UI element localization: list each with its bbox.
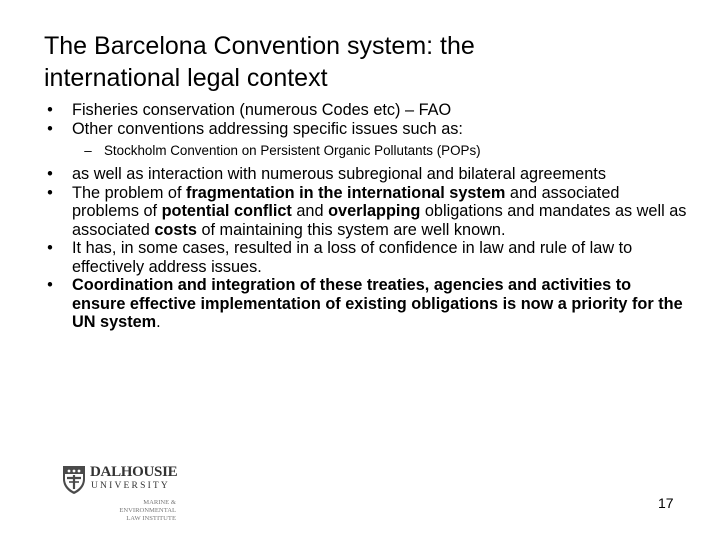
bullet-text	[72, 184, 688, 240]
bullet-item-1	[28, 101, 688, 120]
bullet-item-3	[28, 165, 688, 184]
slide-title-line1: The Barcelona Convention system: the	[44, 32, 475, 60]
sub-bullet-marker: –	[84, 143, 92, 158]
logo-institute-line2: ENVIRONMENTAL	[119, 507, 176, 514]
bullet-marker: •	[47, 119, 53, 138]
text-run: obligations and mandates as well as associated	[72, 202, 687, 239]
logo-institute-line1: MARINE &	[143, 499, 176, 506]
dalhousie-logo	[62, 462, 182, 522]
bullet-marker: •	[47, 165, 53, 183]
emphasis-fragmentation: fragmentation in the international system	[186, 183, 506, 202]
logo-subtitle: UNIVERSITY	[91, 481, 170, 491]
emphasis-overlapping: overlapping	[328, 202, 421, 220]
bullet-item-6	[28, 276, 688, 332]
bullet-marker: •	[47, 101, 53, 119]
text-run: .	[156, 313, 161, 331]
sub-bullet-item	[72, 143, 688, 159]
bullet-text: as well as interaction with numerous subregional and bilateral agreements	[72, 165, 606, 183]
bullet-item-4	[28, 184, 688, 240]
bullet-text: It has, in some cases, resulted in a loss of confidence in law and rule of law to effectively address issues.	[72, 239, 633, 276]
bullet-text: Fisheries conservation (numerous Codes etc) – FAO	[72, 101, 452, 119]
text-run: The problem of	[72, 183, 187, 202]
bullet-marker: •	[47, 239, 53, 257]
bullet-item-5	[28, 239, 688, 276]
emphasis-coordination: Coordination and integration of these treaties, agencies and activities to ensure effective implementation of existing obligations is now a priority for the UN system	[72, 276, 683, 331]
bullet-text: Other conventions addressing specific issues such as:	[72, 119, 463, 138]
emphasis-costs: costs	[154, 220, 197, 239]
bullet-text	[72, 276, 688, 332]
page-number: 17	[658, 495, 674, 511]
text-run: of maintaining this system are well known.	[196, 220, 506, 239]
text-run: and associated problems of	[72, 183, 620, 220]
bullet-marker: •	[47, 276, 53, 294]
bullet-marker: •	[47, 183, 53, 202]
crest-icon	[62, 465, 86, 495]
slide-title	[44, 30, 684, 94]
logo-name: DALHOUSIE	[90, 464, 178, 480]
bullet-item-2	[28, 120, 688, 139]
bullet-list	[28, 101, 688, 332]
sub-bullet-text: Stockholm Convention on Persistent Organic Pollutants (POPs)	[104, 143, 481, 158]
text-run: and	[291, 202, 329, 220]
slide-title-line2: international legal context	[44, 64, 328, 92]
logo-institute-line3: LAW INSTITUTE	[126, 515, 176, 522]
emphasis-potential-conflict: potential conflict	[161, 202, 292, 220]
